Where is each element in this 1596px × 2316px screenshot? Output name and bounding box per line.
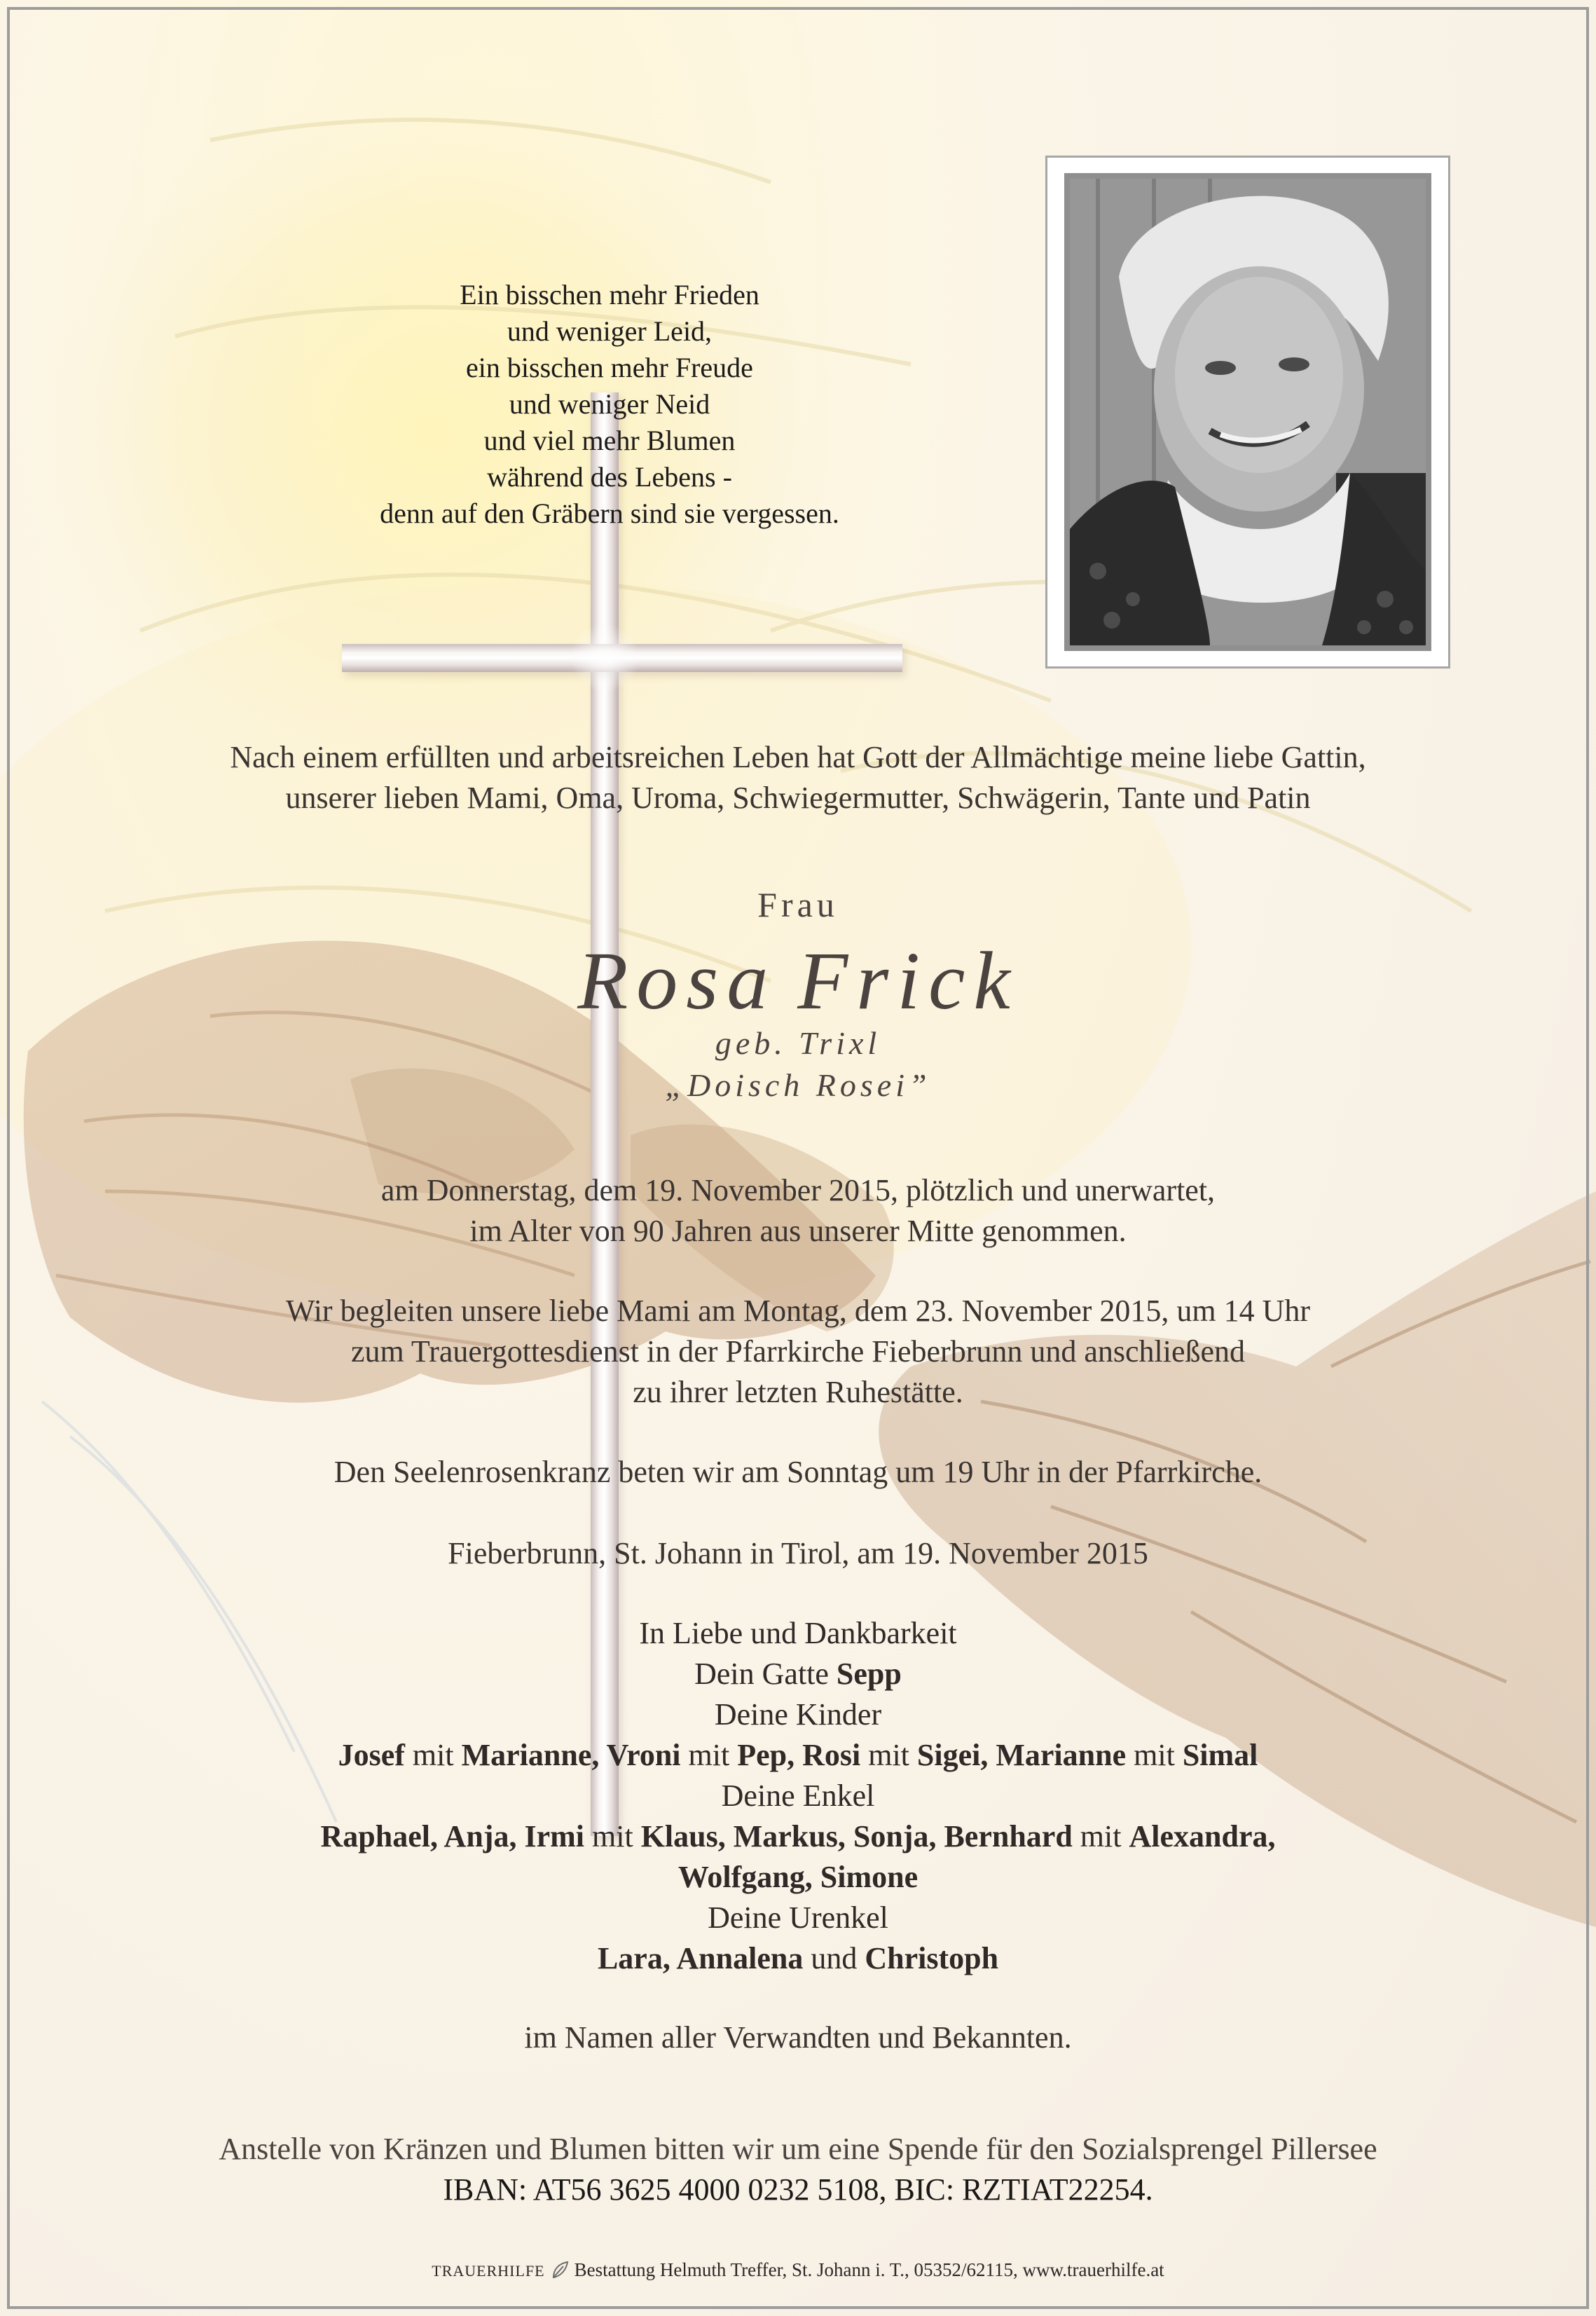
children-label: Deine Kinder <box>714 1697 882 1732</box>
partner-name: Sigei <box>916 1738 981 1772</box>
closing-line: im Namen aller Verwandten und Bekannten. <box>524 2020 1072 2055</box>
great-grandchildren-names: Christoph <box>865 1941 999 1975</box>
footer-text: Bestattung Helmuth Treffer, St. Johann i. T., 05352/62115, www.trauerhilfe.at <box>574 2259 1164 2280</box>
partner-name: Simal <box>1182 1738 1258 1772</box>
funeral-line: Wir begleiten unsere liebe Mami am Montag, dem 23. November 2015, um 14 Uhr <box>285 1294 1311 1328</box>
poem-line: und viel mehr Blumen <box>483 425 736 456</box>
poem-line: ein bisschen mehr Freude <box>466 352 753 383</box>
first-name: Rosa <box>577 935 777 1027</box>
leaf-icon <box>549 2259 570 2280</box>
poem-line: Ein bisschen mehr Frieden <box>460 279 759 310</box>
connector-mit: mit <box>688 1738 730 1772</box>
nickname: „Doisch Rosei” <box>665 1067 931 1103</box>
grandchildren-line-2 <box>42 1857 1554 1898</box>
portrait-photo <box>1064 173 1431 651</box>
family-intro: In Liebe und Dankbarkeit <box>639 1616 957 1650</box>
child-name: Rosi <box>802 1738 861 1772</box>
cross-glow <box>570 623 640 693</box>
footer <box>0 2259 1596 2281</box>
donation-request <box>0 2129 1596 2210</box>
connector-mit: mit <box>868 1738 909 1772</box>
intro-text <box>42 737 1554 818</box>
connector-mit: mit <box>1134 1738 1175 1772</box>
spouse-name: Sepp <box>836 1657 902 1691</box>
rosary-text <box>42 1452 1554 1493</box>
grandchildren-names: Klaus, Markus, Sonja, Bernhard <box>640 1819 1073 1854</box>
connector-und: und <box>811 1941 858 1975</box>
portrait-frame <box>1045 156 1450 669</box>
donation-text: Anstelle von Kränzen und Blumen bitten wir um eine Spende für den Sozialsprengel Pillersee <box>219 2132 1377 2166</box>
grandchildren-names: Wolfgang, Simone <box>677 1860 919 1894</box>
death-line: im Alter von 90 Jahren aus unserer Mitte genommen. <box>469 1214 1127 1248</box>
family-signatures <box>42 1613 1554 1979</box>
partner-name: Pep <box>737 1738 787 1772</box>
maiden-name: geb. Trixl <box>715 1025 881 1061</box>
death-line: am Donnerstag, dem 19. November 2015, plötzlich und unerwartet, <box>380 1173 1216 1207</box>
children-line: Josef mit Marianne, Vroni mit Pep, Rosi mit Sigei, Marianne mit Simal <box>338 1738 1258 1772</box>
footer-brand: TRAUERHILFE <box>432 2262 545 2280</box>
partner-name: Marianne <box>461 1738 592 1772</box>
poem <box>308 277 911 532</box>
child-name: Vroni <box>606 1738 681 1772</box>
grandchildren-names: Raphael, Anja, Irmi <box>320 1819 584 1854</box>
rosary-line: Den Seelenrosenkranz beten wir am Sonntag um 19 Uhr in der Pfarrkirche. <box>333 1455 1263 1489</box>
salutation: Frau <box>757 885 839 924</box>
child-name: Marianne <box>996 1738 1127 1772</box>
poem-line: denn auf den Gräbern sind sie vergessen. <box>380 498 839 529</box>
last-name: Frick <box>797 935 1019 1027</box>
connector-mit: mit <box>1080 1819 1122 1854</box>
grandchildren-line <box>42 1816 1554 1857</box>
great-grandchildren-label: Deine Urenkel <box>708 1900 888 1935</box>
bank-details: IBAN: AT56 3625 4000 0232 5108, BIC: RZTIAT22254. <box>443 2172 1153 2207</box>
poem-line: und weniger Leid, <box>507 315 713 347</box>
spouse-label: Dein Gatte <box>694 1657 829 1691</box>
great-grandchildren-names: Lara, Annalena <box>597 1941 804 1975</box>
funeral-text <box>42 1291 1554 1413</box>
place-date-line: Fieberbrunn, St. Johann in Tirol, am 19. November 2015 <box>448 1536 1148 1570</box>
funeral-line: zu ihrer letzten Ruhestätte. <box>633 1375 963 1409</box>
funeral-line: zum Trauergottesdienst in der Pfarrkirche Fieberbrunn und anschließend <box>350 1334 1246 1369</box>
place-date <box>42 1533 1554 1574</box>
partner-name: Alexandra, <box>1129 1819 1276 1854</box>
death-text <box>42 1170 1554 1252</box>
connector-mit: mit <box>412 1738 454 1772</box>
intro-line: Nach einem erfüllten und arbeitsreichen Leben hat Gott der Allmächtige meine liebe Gattin, <box>230 740 1366 774</box>
grandchildren-label: Deine Enkel <box>721 1779 875 1813</box>
great-grandchildren-line <box>42 1938 1554 1979</box>
intro-line: unserer lieben Mami, Oma, Uroma, Schwiegermutter, Schwägerin, Tante und Patin <box>285 781 1311 815</box>
connector-mit: mit <box>592 1819 633 1854</box>
poem-line: während des Lebens - <box>487 461 732 493</box>
poem-line: und weniger Neid <box>509 388 710 420</box>
child-name: Josef <box>338 1738 405 1772</box>
deceased-name <box>0 932 1596 1030</box>
spouse-line <box>42 1654 1554 1694</box>
